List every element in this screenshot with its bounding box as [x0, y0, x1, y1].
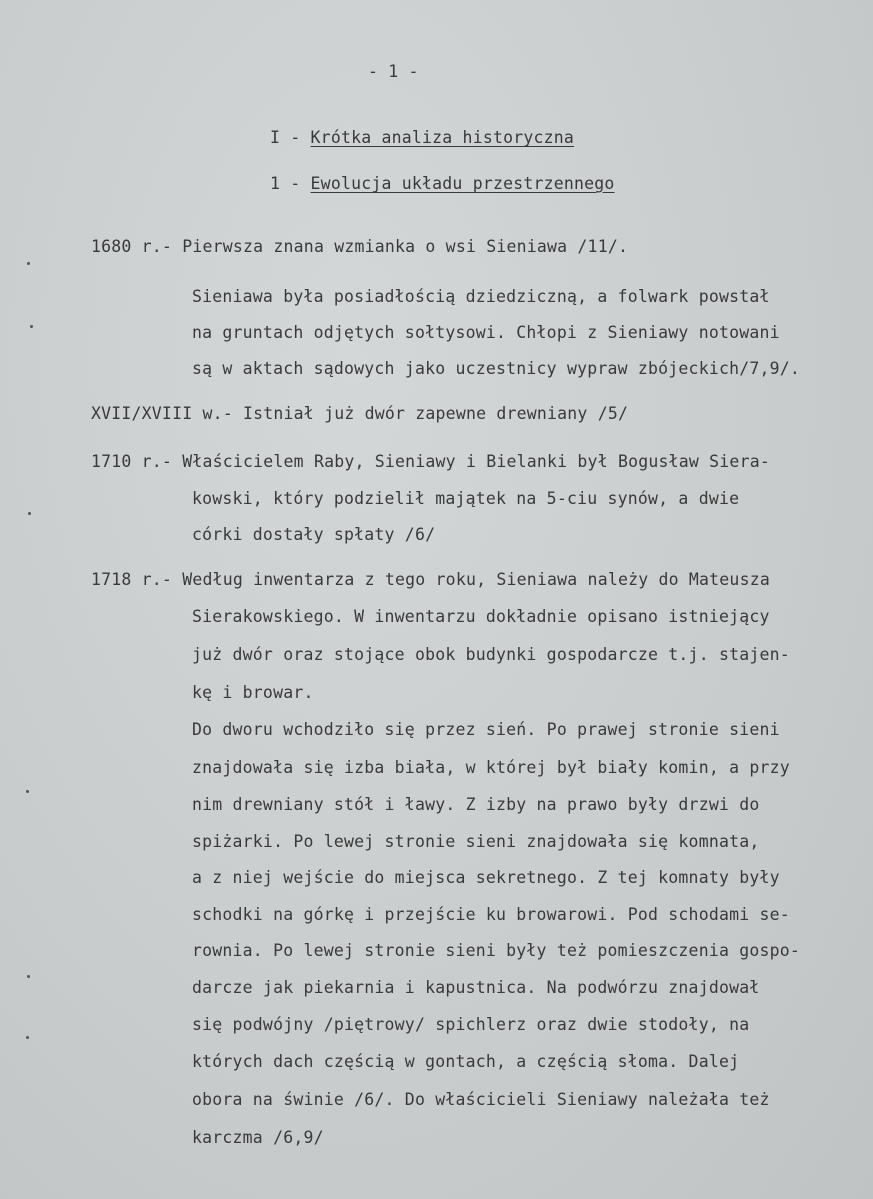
section-heading-title: Krótka analiza historyczna: [310, 128, 575, 147]
text-line: córki dostały spłaty /6/: [192, 525, 436, 544]
subsection-heading: [270, 174, 615, 194]
text-line: nim drewniany stół i ławy. Z izby na prawo były drzwi do: [192, 795, 760, 814]
text-line: Sieniawa była posiadłością dziedziczną, a folwark powstał: [192, 287, 770, 306]
text-line: znajdowała się izba biała, w której był biały komin, a przy: [192, 758, 790, 777]
subsection-heading-number: 1 -: [270, 174, 311, 193]
text-line: a z niej wejście do miejsca sekretnego. Z tej komnaty były: [192, 868, 780, 887]
paper-speck: [27, 975, 30, 978]
text-line: rownia. Po lewej stronie sieni były też pomieszczenia gospo-: [192, 941, 801, 960]
text-line: Sierakowskiego. W inwentarzu dokładnie opisano istniejący: [192, 607, 770, 626]
text-line: darcze jak piekarnia i kapustnica. Na podwórzu znajdował: [192, 978, 760, 997]
text-line: na gruntach odjętych sołtysowi. Chłopi z Sieniawy notowani: [192, 323, 780, 342]
text-line: się podwójny /piętrowy/ spichlerz oraz dwie stodoły, na: [192, 1015, 750, 1034]
text-line: 1710 r.- Właścicielem Raby, Sieniawy i Bielanki był Bogusław Siera-: [91, 452, 770, 471]
text-line: Do dworu wchodziło się przez sień. Po prawej stronie sieni: [192, 720, 780, 739]
paper-speck: [28, 512, 31, 515]
paper-speck: [26, 1036, 29, 1039]
text-line: kę i browar.: [192, 683, 314, 702]
page-number: - 1 -: [368, 62, 419, 81]
text-line: XVII/XVIII w.- Istniał już dwór zapewne drewniany /5/: [91, 404, 629, 423]
paper-speck: [27, 262, 30, 265]
text-line: 1718 r.- Według inwentarza z tego roku, Sieniawa należy do Mateusza: [91, 570, 770, 589]
text-line: kowski, który podzielił majątek na 5-ciu synów, a dwie: [192, 489, 740, 508]
text-line: już dwór oraz stojące obok budynki gospodarcze t.j. stajen-: [192, 645, 790, 664]
text-line: karczma /6,9/: [192, 1128, 324, 1147]
section-heading-number: I -: [270, 128, 311, 147]
text-line: są w aktach sądowych jako uczestnicy wypraw zbójeckich/7,9/.: [192, 359, 801, 378]
text-line: których dach częścią w gontach, a częścią słoma. Dalej: [192, 1052, 740, 1071]
subsection-heading-title: Ewolucja układu przestrzennego: [310, 174, 615, 193]
section-heading: [270, 128, 574, 148]
text-line: schodki na górkę i przejście ku browarowi. Pod schodami se-: [192, 905, 790, 924]
text-line: 1680 r.- Pierwsza znana wzmianka o wsi Sieniawa /11/.: [91, 237, 629, 256]
paper-speck: [26, 790, 29, 793]
paper-speck: [30, 325, 33, 328]
text-line: obora na świnie /6/. Do właścicieli Sieniawy należała też: [192, 1090, 770, 1109]
text-line: spiżarki. Po lewej stronie sieni znajdowała się komnata,: [192, 832, 760, 851]
